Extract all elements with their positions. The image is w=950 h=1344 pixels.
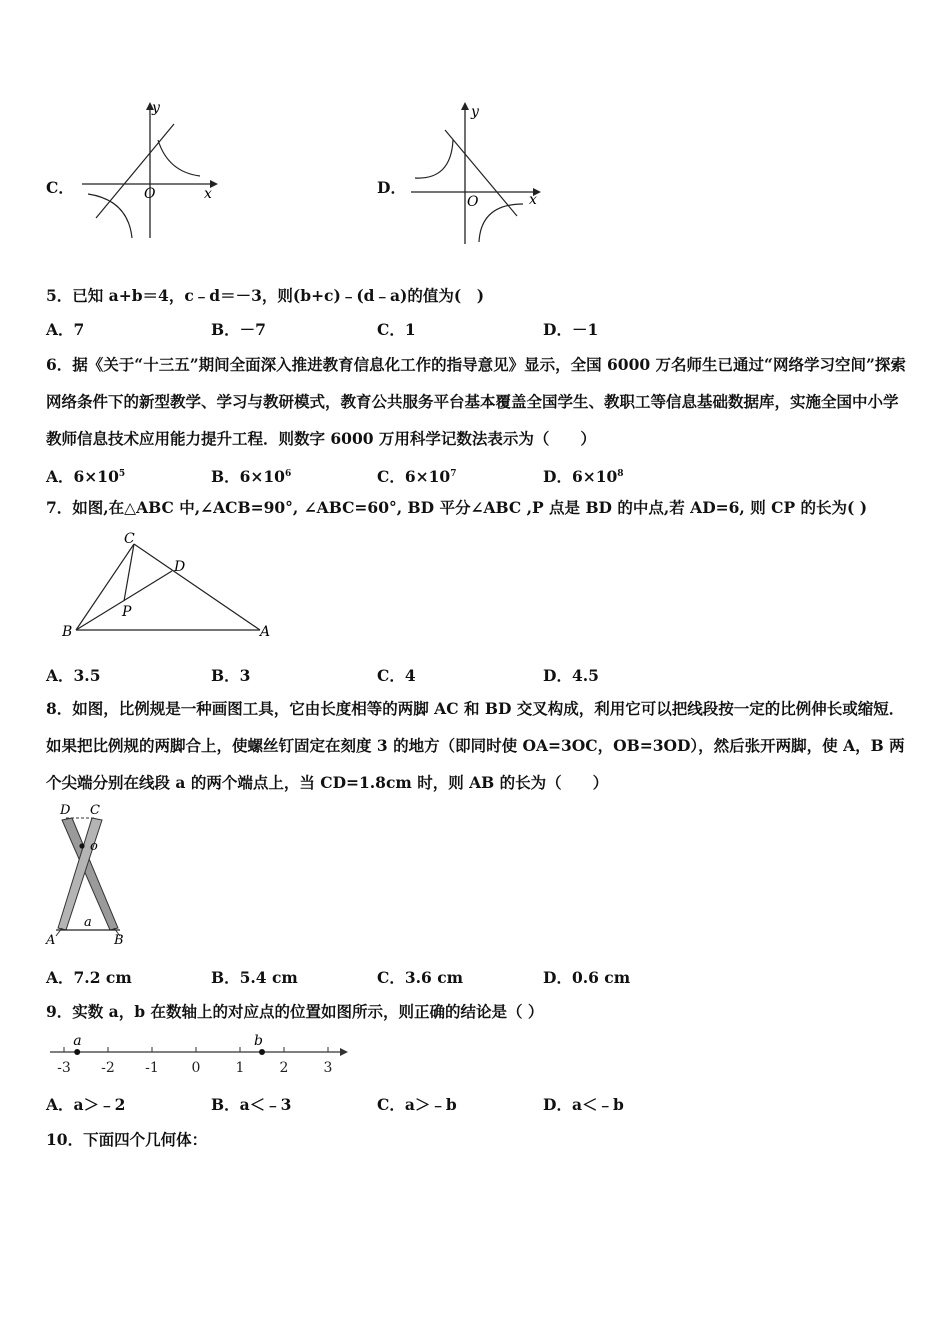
q9-tick-label: -1: [145, 1060, 159, 1076]
q9-tick-label: -2: [101, 1060, 115, 1076]
q9-tick-label: 3: [323, 1060, 333, 1076]
q7-label-c: C: [124, 531, 135, 547]
q8-label-o: o: [90, 839, 98, 854]
q8-label-c: C: [90, 803, 100, 818]
q7-label-a: A: [260, 624, 271, 640]
q8-label-a: A: [46, 933, 56, 948]
q7-label-b: B: [62, 624, 73, 640]
q5-option-a: A．7: [46, 320, 85, 339]
q6-stem: 6．据《关于“十三五”期间全面深入推进教育信息化工作的指导意见》显示，全国 6000 万名师生已通过“网络学习空间”探索网络条件下的新型教学、学习与教研模式，教育公共服务平台基本覆盖全国学生、教职工等信息基础数据库，实施全国中小学教师信息技术应用能力提升工程．则数字 6000 万用科学记数法表示为（ ）: [46, 355, 906, 448]
q5-stem: 5．已知 a+b＝4，c﹣d＝－3，则(b+c)﹣(d﹣a)的值为( ): [46, 286, 485, 305]
q9-tick-label: 1: [235, 1060, 245, 1076]
q8-stem: 8．如图，比例规是一种画图工具，它由长度相等的两脚 AC 和 BD 交叉构成，利用它可以把线段按一定的比例伸长或缩短．如果把比例规的两脚合上，使螺丝钉固定在刻度 3 的地方（即同时使 OA=3OC，OB=3OD），然后张开两脚，使 A，B 两个尖端分别在线段 a 的两个端点上，当 CD=1.8cm 时，则 AB 的长为（ ）: [46, 699, 905, 792]
graph-d-x-label: x: [529, 192, 537, 208]
q9-option-c: C．a＞﹣b: [377, 1095, 457, 1114]
q8-option-b: B．5.4 cm: [211, 968, 298, 987]
q7-option-a: A．3.5: [46, 666, 101, 685]
q9-number-line: [46, 1034, 356, 1080]
q4-option-d-label: D．: [377, 178, 406, 197]
graph-c-origin-label: O: [144, 186, 156, 202]
q10-stem: 10．下面四个几何体：: [46, 1130, 208, 1149]
q9-label-b: b: [254, 1034, 263, 1049]
q6-option-b: B．$6\times 10^6$: [211, 467, 292, 487]
q9-point-a: [74, 1049, 80, 1055]
q7-stem: 7．如图,在△ABC 中,∠ACB=90°, ∠ABC=60°, BD 平分∠ABC ,P 点是 BD 的中点,若 AD=6, 则 CP 的长为( ): [46, 498, 868, 517]
q7-option-c: C．4: [377, 666, 416, 685]
q7-option-b: B．3: [211, 666, 251, 685]
q9-tick-label: -3: [57, 1060, 71, 1076]
q8-option-d: D．0.6 cm: [543, 968, 631, 987]
q8-label-b: B: [114, 933, 124, 948]
q8-option-c: C．3.6 cm: [377, 968, 464, 987]
graph-c-y-label: y: [152, 100, 160, 116]
q6-option-c: C．$6\times 10^7$: [377, 467, 457, 487]
q9-option-b: B．a＜﹣3: [211, 1095, 292, 1114]
q4-graph-c: [70, 98, 220, 246]
q9-tick-label: 2: [279, 1060, 289, 1076]
q6-option-d: D．$6\times 10^8$: [543, 467, 624, 487]
q9-option-a: A．a＞﹣2: [46, 1095, 126, 1114]
q9-point-b: [259, 1049, 265, 1055]
q8-label-d: D: [60, 803, 71, 818]
q9-stem: 9．实数 a，b 在数轴上的对应点的位置如图所示，则正确的结论是（ ）: [46, 1002, 544, 1021]
q7-option-d: D．4.5: [543, 666, 599, 685]
q5-option-d: D．－1: [543, 320, 599, 339]
q8-proportional-compass-figure: [44, 800, 132, 948]
q4-graph-d: [405, 100, 555, 248]
q7-label-d: D: [174, 559, 186, 575]
graph-d-origin-label: O: [467, 194, 479, 210]
graph-c-x-label: x: [204, 186, 212, 202]
q8-label-segment-a: a: [84, 915, 92, 930]
q4-option-c-label: C．: [46, 178, 74, 197]
q6-option-a: A．$6\times 10^5$: [46, 467, 126, 487]
q7-label-p: P: [122, 604, 132, 620]
q5-option-b: B．－7: [211, 320, 266, 339]
graph-d-y-label: y: [471, 104, 479, 120]
q5-option-c: C．1: [377, 320, 416, 339]
q8-option-a: A．7.2 cm: [46, 968, 132, 987]
q9-label-a: a: [73, 1034, 82, 1049]
q7-triangle-figure: [60, 526, 275, 644]
q9-option-d: D．a＜﹣b: [543, 1095, 624, 1114]
q9-tick-label: 0: [191, 1060, 201, 1076]
